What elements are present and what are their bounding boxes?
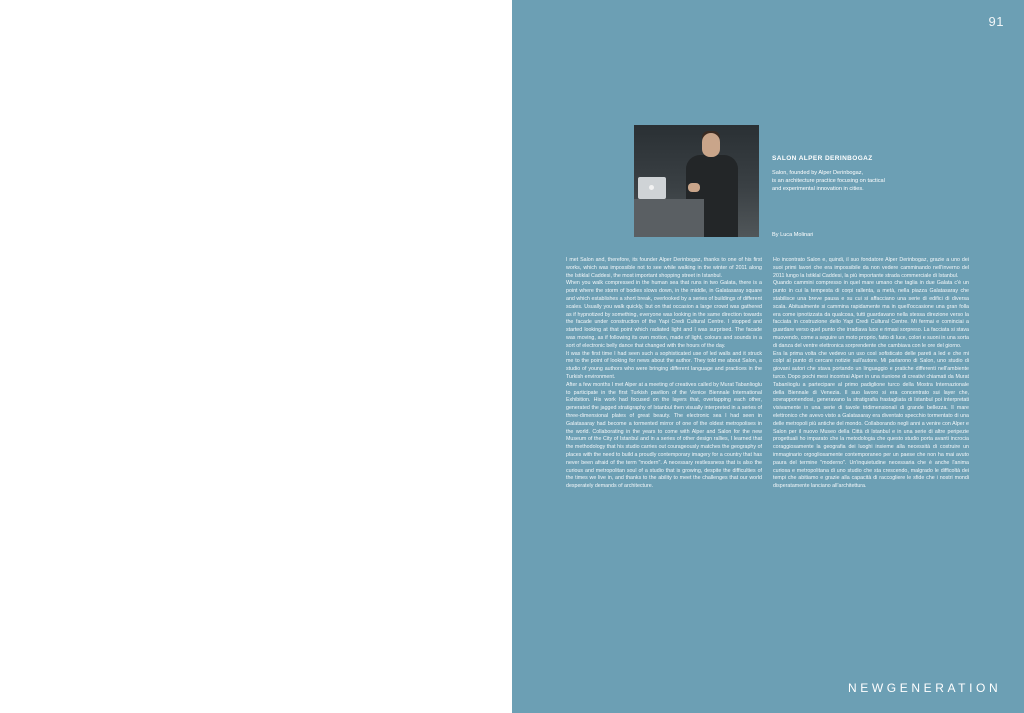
article-subtitle-line: Salon, founded by Alper Derinbogaz,: [772, 170, 864, 176]
article-byline: By Luca Molinari: [772, 232, 814, 238]
article-subtitle-line: is an architecture practice focusing on tactical: [772, 178, 885, 184]
italian-text-column: [773, 257, 969, 491]
body-paragraph: Era la prima volta che vedevo un uso così sofisticato delle pareti a led e che mi colpì al punto di cercare notizie sull'autore. Mi parlarono di Salon, uno studio di giovani autori che stava portando un linguaggio e pratiche differenti nell'ambiente turco. Dopo pochi mesi incontrai Alper in una riunione di creativi chiamati da Murat Tabanlioglu a partecipare al primo padiglione turco della Mostra Internazionale della Biennale di Venezia. Il suo lavoro si era concentrato sui layer che, sovrapponendosi, generavano la stratigrafia frastagliata di Istanbul poi interpretati visivamente in una serie di tavole tridimensionali di grande bellezza. Il mare elettronico che avevo visto a Galatasaray era diventato specchio tormentato di una delle metropoli più antiche del mondo. Collaborando negli anni a venire con Alper e Salon per il nuovo Museo della Città di Istanbul e in una serie di altre peripezie progettuali ho imparato che la metodologia che questo studio porta avanti incrocia coraggiosamente la geografia dei luoghi insieme alla necessità di costruire un immaginario orgogliosamente contemporaneo per un paese che non ha mai avuto paura del termine "moderno". Un'inquietudine necessaria che è anche l'anima curiosa e metropolitana di uno studio che sta crescendo, malgrado le difficoltà dei tempi che abitiamo e grazie alla capacità di raccogliere le sfide che i nostri mondi disperatamente lanciano all'architettura.: [773, 350, 969, 490]
magazine-brand-footer: NEWGENERATION: [848, 681, 1002, 695]
body-paragraph: After a few months I met Alper at a meeting of creatives called by Murat Tabanlioglu to participate in the first Turkish pavilion of the Venice Biennale International Exhibition. His work had focused on the layers that, overlapping each other, generated the jagged stratigraphy of Istanbul then visually interpreted in a series of three-dimensional plates of great beauty. The electronic sea I had seen in Galatasaray had become a tormented mirror of one of the oldest metropolises in the world. Collaborating in the years to come with Alper and Salon for the new Museum of the City of Istanbul and in a series of other design rallies, I learned that the methodology that his studio carries out courageously matches the geography of places with the need to build a proudly contemporary imagery for a country that has never been afraid of the term "modern". A necessary restlessness that is also the curious and metropolitan soul of a studio that is growing, despite the difficulties of the times we live in, and thanks to the ability to meet the challenges that our world desperately demands of architecture.: [566, 381, 762, 490]
right-page: [512, 0, 1024, 713]
body-paragraph: Ho incontrato Salon e, quindi, il suo fondatore Alper Derinbogaz, grazie a uno dei suoi primi lavori che era impossibile da non vedere camminando nell'inverno del 2011 lungo la Istiklal Caddesi, la più importante strada commerciale di Istanbul.: [773, 257, 969, 279]
body-paragraph: I met Salon and, therefore, its founder Alper Derinbogaz, thanks to one of his first works, which was impossible not to see while walking in the winter of 2011 along the Istiklal Caddesi, the most important shopping street in Istanbul.: [566, 257, 762, 279]
article-header: [772, 155, 922, 193]
english-text-column: [566, 257, 762, 491]
article-title: SALON ALPER DERINBOGAZ: [772, 155, 873, 162]
page-number: 91: [988, 14, 1004, 29]
body-paragraph: When you walk compressed in the human sea that runs in two Galata, there is a point where the storm of bodies slows down, in the middle, in Galatasaray square and which establishes a short break, overlooked by a series of buildings of different scales. Usually you walk quickly, but on that occasion a large crowd was gathered as if hypnotized by something, everyone was looking in the same direction towards the facade under construction of the Yapi Credi Cultural Centre. I stopped and started looking at that point which radiated light and I was surprised. The facade was moving, as if following its own motion, made of light, colours and sounds in a sort of electronic belly dance that changed with the hours of the day.: [566, 280, 762, 349]
article-subtitle-line: and experimental innovation in cities.: [772, 186, 864, 192]
body-paragraph: Quando cammini compresso in quel mare umano che taglia in due Galata c'è un punto in cui la tempesta di corpi rallenta, a metà, nella piazza Galatasaray che stabilisce una breve pausa e su cui si affacciano una serie di edifici di diversa scala. Abitualmente si cammina rapidamente ma in quell'occasione una gran folla era come ipnotizzata da qualcosa, tutti guardavano nella stessa direzione verso la facciata in costruzione dello Yapi Credi Cultural Centre. Mi fermai e cominciai a guardare verso quel punto che irradiava luce e rimasi sorpreso. La facciata si stava muovendo, come a seguire un moto proprio, fatto di luce, colori e suoni in una sorta di danza del ventre elettronica sorprendente che cambiava con le ore del giorno.: [773, 280, 969, 349]
body-paragraph: It was the first time I had seen such a sophisticated use of led walls and it struck me to the point of looking for news about the author. They told me about Salon, a studio of young authors who were bringing different language and practices in the Turkish environment.: [566, 350, 762, 380]
portrait-photo: [634, 125, 759, 237]
